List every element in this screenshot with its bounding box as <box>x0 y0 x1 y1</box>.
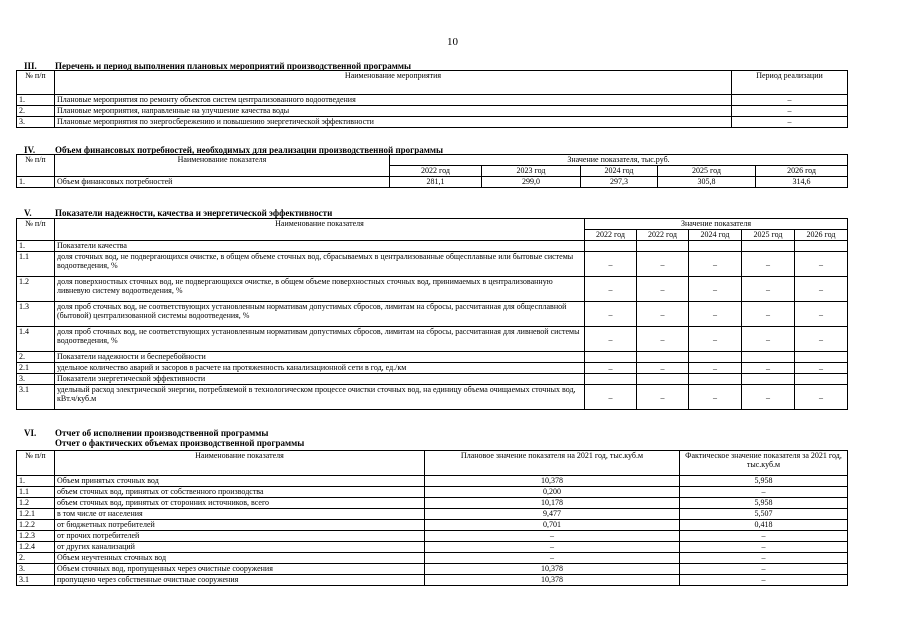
section-5-title-text: Показатели надежности, качества и энергетической эффективности <box>55 208 333 218</box>
row-plan: 9,477 <box>425 509 680 520</box>
table-row <box>17 95 848 106</box>
row-plan: 10,378 <box>425 575 680 586</box>
row-value: 305,8 <box>658 177 756 188</box>
row-number: 2. <box>17 106 55 117</box>
table-row <box>17 575 848 586</box>
row-value: 297,3 <box>581 177 658 188</box>
section-4-number: IV. <box>24 145 36 155</box>
row-name: Плановые мероприятия по ремонту объектов систем централизованного водоотведения <box>55 95 732 106</box>
row-name: Объем неучтенных сточных вод <box>55 553 425 564</box>
section-6-number: VI. <box>24 428 37 438</box>
header-number: № п/п <box>17 71 55 95</box>
section-5-title <box>24 208 332 218</box>
row-name: Объем принятых сточных вод <box>55 476 425 487</box>
header-number: № п/п <box>17 451 55 476</box>
table-planned-measures <box>16 70 848 128</box>
row-value: 314,6 <box>756 177 848 188</box>
header-indicator-name: Наименование показателя <box>55 219 585 241</box>
row-value: – <box>637 327 689 352</box>
row-value: – <box>689 327 742 352</box>
row-value: – <box>689 302 742 327</box>
row-plan: – <box>425 542 680 553</box>
table-row <box>17 241 848 252</box>
table-row <box>17 487 848 498</box>
header-year: 2026 год <box>756 166 848 177</box>
section-6-title-text: Отчет об исполнении производственной программы <box>55 428 269 438</box>
row-name: Показатели энергетической эффективности <box>55 374 585 385</box>
row-value: – <box>742 277 795 302</box>
row-plan: – <box>425 531 680 542</box>
row-plan: 10,178 <box>425 498 680 509</box>
row-value: – <box>637 363 689 374</box>
table-row <box>17 476 848 487</box>
row-fact: – <box>680 564 848 575</box>
row-fact: – <box>680 542 848 553</box>
row-plan: 0,701 <box>425 520 680 531</box>
header-value: Значение показателя <box>585 219 848 230</box>
section-6-title <box>24 428 268 438</box>
row-name: от прочих потребителей <box>55 531 425 542</box>
header-year: 2025 год <box>658 166 756 177</box>
row-value: – <box>637 385 689 410</box>
row-value: – <box>795 277 848 302</box>
row-fact: 5,958 <box>680 476 848 487</box>
table-row <box>17 117 848 128</box>
header-fact-value: Фактическое значение показателя за 2021 год, тыс.куб.м <box>680 451 848 476</box>
row-name: Показатели надежности и бесперебойности <box>55 352 585 363</box>
row-number: 3. <box>17 564 55 575</box>
row-number: 3. <box>17 374 55 385</box>
header-period: Период реализации <box>732 71 848 95</box>
row-number: 1. <box>17 177 55 188</box>
row-name: от других канализаций <box>55 542 425 553</box>
row-value: – <box>689 252 742 277</box>
row-plan: 0,200 <box>425 487 680 498</box>
section-3-title-text: Перечень и период выполнения плановых мероприятий производственной программы <box>55 61 412 71</box>
header-year: 2024 год <box>581 166 658 177</box>
section-6-subtitle: Отчет о фактических объемах производственной программы <box>55 438 305 448</box>
row-name: Плановые мероприятия по энергосбережению и повышению энергетической эффективности <box>55 117 732 128</box>
row-period: – <box>732 117 848 128</box>
row-value: – <box>795 385 848 410</box>
row-name: Объем финансовых потребностей <box>55 177 390 188</box>
table-row <box>17 363 848 374</box>
row-fact: 5,958 <box>680 498 848 509</box>
row-value: 299,0 <box>482 177 581 188</box>
row-number: 1.2 <box>17 277 55 302</box>
header-value: Значение показателя, тыс.руб. <box>390 155 848 166</box>
row-number: 1.1 <box>17 252 55 277</box>
table-row <box>17 177 848 188</box>
row-name: доля поверхностных сточных вод, не подвергающихся очистке, в общем объеме поверхностных сточных вод, принимаемых в централизованную ливневую систему водоотведения, % <box>55 277 585 302</box>
row-value: – <box>689 385 742 410</box>
table-row <box>17 277 848 302</box>
row-number: 1.4 <box>17 327 55 352</box>
row-number: 1. <box>17 476 55 487</box>
row-number: 3. <box>17 117 55 128</box>
row-plan: 10,378 <box>425 476 680 487</box>
row-value: – <box>637 252 689 277</box>
page-number: 10 <box>447 36 458 48</box>
row-value: – <box>585 363 637 374</box>
table-row <box>17 374 848 385</box>
row-value: 281,1 <box>390 177 482 188</box>
row-name: удельный расход электрической энергии, потребляемой в технологическом процессе очистки сточных вод, на единицу объема очищаемых сточных вод, кВт.ч/куб.м <box>55 385 585 410</box>
header-number: № п/п <box>17 219 55 241</box>
row-number: 1.2.1 <box>17 509 55 520</box>
table-actual-volumes <box>16 450 848 586</box>
row-number: 1.2.2 <box>17 520 55 531</box>
row-number: 1.2.4 <box>17 542 55 553</box>
header-year: 2022 год <box>637 230 689 241</box>
row-value: – <box>742 385 795 410</box>
row-value: – <box>742 363 795 374</box>
row-name: объем сточных вод, принятых от собственного производства <box>55 487 425 498</box>
row-value: – <box>795 252 848 277</box>
row-fact: – <box>680 531 848 542</box>
row-name: Объем сточных вод, пропущенных через очистные сооружения <box>55 564 425 575</box>
header-year: 2023 год <box>482 166 581 177</box>
header-number: № п/п <box>17 155 55 177</box>
row-value: – <box>689 363 742 374</box>
table-row <box>17 509 848 520</box>
header-year: 2022 год <box>585 230 637 241</box>
row-value: – <box>742 302 795 327</box>
header-year: 2026 год <box>795 230 848 241</box>
header-indicator-name: Наименование показателя <box>55 155 390 177</box>
table-row <box>17 327 848 352</box>
header-indicator-name: Наименование показателя <box>55 451 425 476</box>
row-value: – <box>585 277 637 302</box>
table-row <box>17 542 848 553</box>
row-name: доля проб сточных вод, не соответствующих установленным нормативам допустимых сбросов, лимитам на сбросы, рассчитанная для ливневой системы водоотведения, % <box>55 327 585 352</box>
row-fact: – <box>680 575 848 586</box>
row-value: – <box>742 327 795 352</box>
row-number: 3.1 <box>17 575 55 586</box>
table-row <box>17 520 848 531</box>
row-name: от бюджетных потребителей <box>55 520 425 531</box>
row-name: пропущено через собственные очистные сооружения <box>55 575 425 586</box>
header-year: 2022 год <box>390 166 482 177</box>
row-value: – <box>795 302 848 327</box>
table-row <box>17 553 848 564</box>
row-number: 2. <box>17 553 55 564</box>
table-row <box>17 498 848 509</box>
row-number: 1. <box>17 241 55 252</box>
row-number: 1.3 <box>17 302 55 327</box>
row-fact: – <box>680 553 848 564</box>
section-3-number: III. <box>24 61 37 71</box>
header-measure-name: Наименование мероприятия <box>55 71 732 95</box>
section-4-title-text: Объем финансовых потребностей, необходимых для реализации производственной программы <box>55 145 444 155</box>
row-value: – <box>742 252 795 277</box>
row-name: Показатели качества <box>55 241 585 252</box>
row-number: 2. <box>17 352 55 363</box>
row-number: 1.1 <box>17 487 55 498</box>
row-name: доля проб сточных вод, не соответствующих установленным нормативам допустимых сбросов, лимитам на сбросы, рассчитанная для общесплавной (бытовой) централизованной системы водоотведения, % <box>55 302 585 327</box>
row-value: – <box>637 302 689 327</box>
row-name: удельное количество аварий и засоров в расчете на протяженность канализационной сети в год, ед./км <box>55 363 585 374</box>
row-name: Плановые мероприятия, направленные на улучшение качества воды <box>55 106 732 117</box>
header-plan-value: Плановое значение показателя на 2021 год, тыс.куб.м <box>425 451 680 476</box>
header-year: 2025 год <box>742 230 795 241</box>
table-row <box>17 564 848 575</box>
row-value: – <box>689 277 742 302</box>
row-number: 3.1 <box>17 385 55 410</box>
row-value: – <box>637 277 689 302</box>
row-number: 1.2 <box>17 498 55 509</box>
row-value: – <box>795 363 848 374</box>
row-fact: 0,418 <box>680 520 848 531</box>
row-period: – <box>732 95 848 106</box>
table-reliability-indicators <box>16 218 848 410</box>
row-name: доля сточных вод, не подвергающихся очистке, в общем объеме сточных вод, сбрасываемых в централизованные общесплавные или бытовые системы водоотведения, % <box>55 252 585 277</box>
row-number: 2.1 <box>17 363 55 374</box>
section-5-number: V. <box>24 208 32 218</box>
table-row <box>17 352 848 363</box>
table-row <box>17 531 848 542</box>
row-fact: 5,507 <box>680 509 848 520</box>
header-year: 2024 год <box>689 230 742 241</box>
row-number: 1.2.3 <box>17 531 55 542</box>
row-name: в том числе от населения <box>55 509 425 520</box>
table-financial-needs <box>16 154 848 188</box>
row-fact: – <box>680 487 848 498</box>
table-row <box>17 302 848 327</box>
table-row <box>17 106 848 117</box>
row-number: 1. <box>17 95 55 106</box>
row-name: объем сточных вод, принятых от сторонних источников, всего <box>55 498 425 509</box>
row-plan: 10,378 <box>425 564 680 575</box>
row-value: – <box>585 302 637 327</box>
row-value: – <box>585 252 637 277</box>
row-period: – <box>732 106 848 117</box>
row-value: – <box>795 327 848 352</box>
table-row <box>17 252 848 277</box>
row-value: – <box>585 327 637 352</box>
row-plan: – <box>425 553 680 564</box>
row-value: – <box>585 385 637 410</box>
table-row <box>17 385 848 410</box>
